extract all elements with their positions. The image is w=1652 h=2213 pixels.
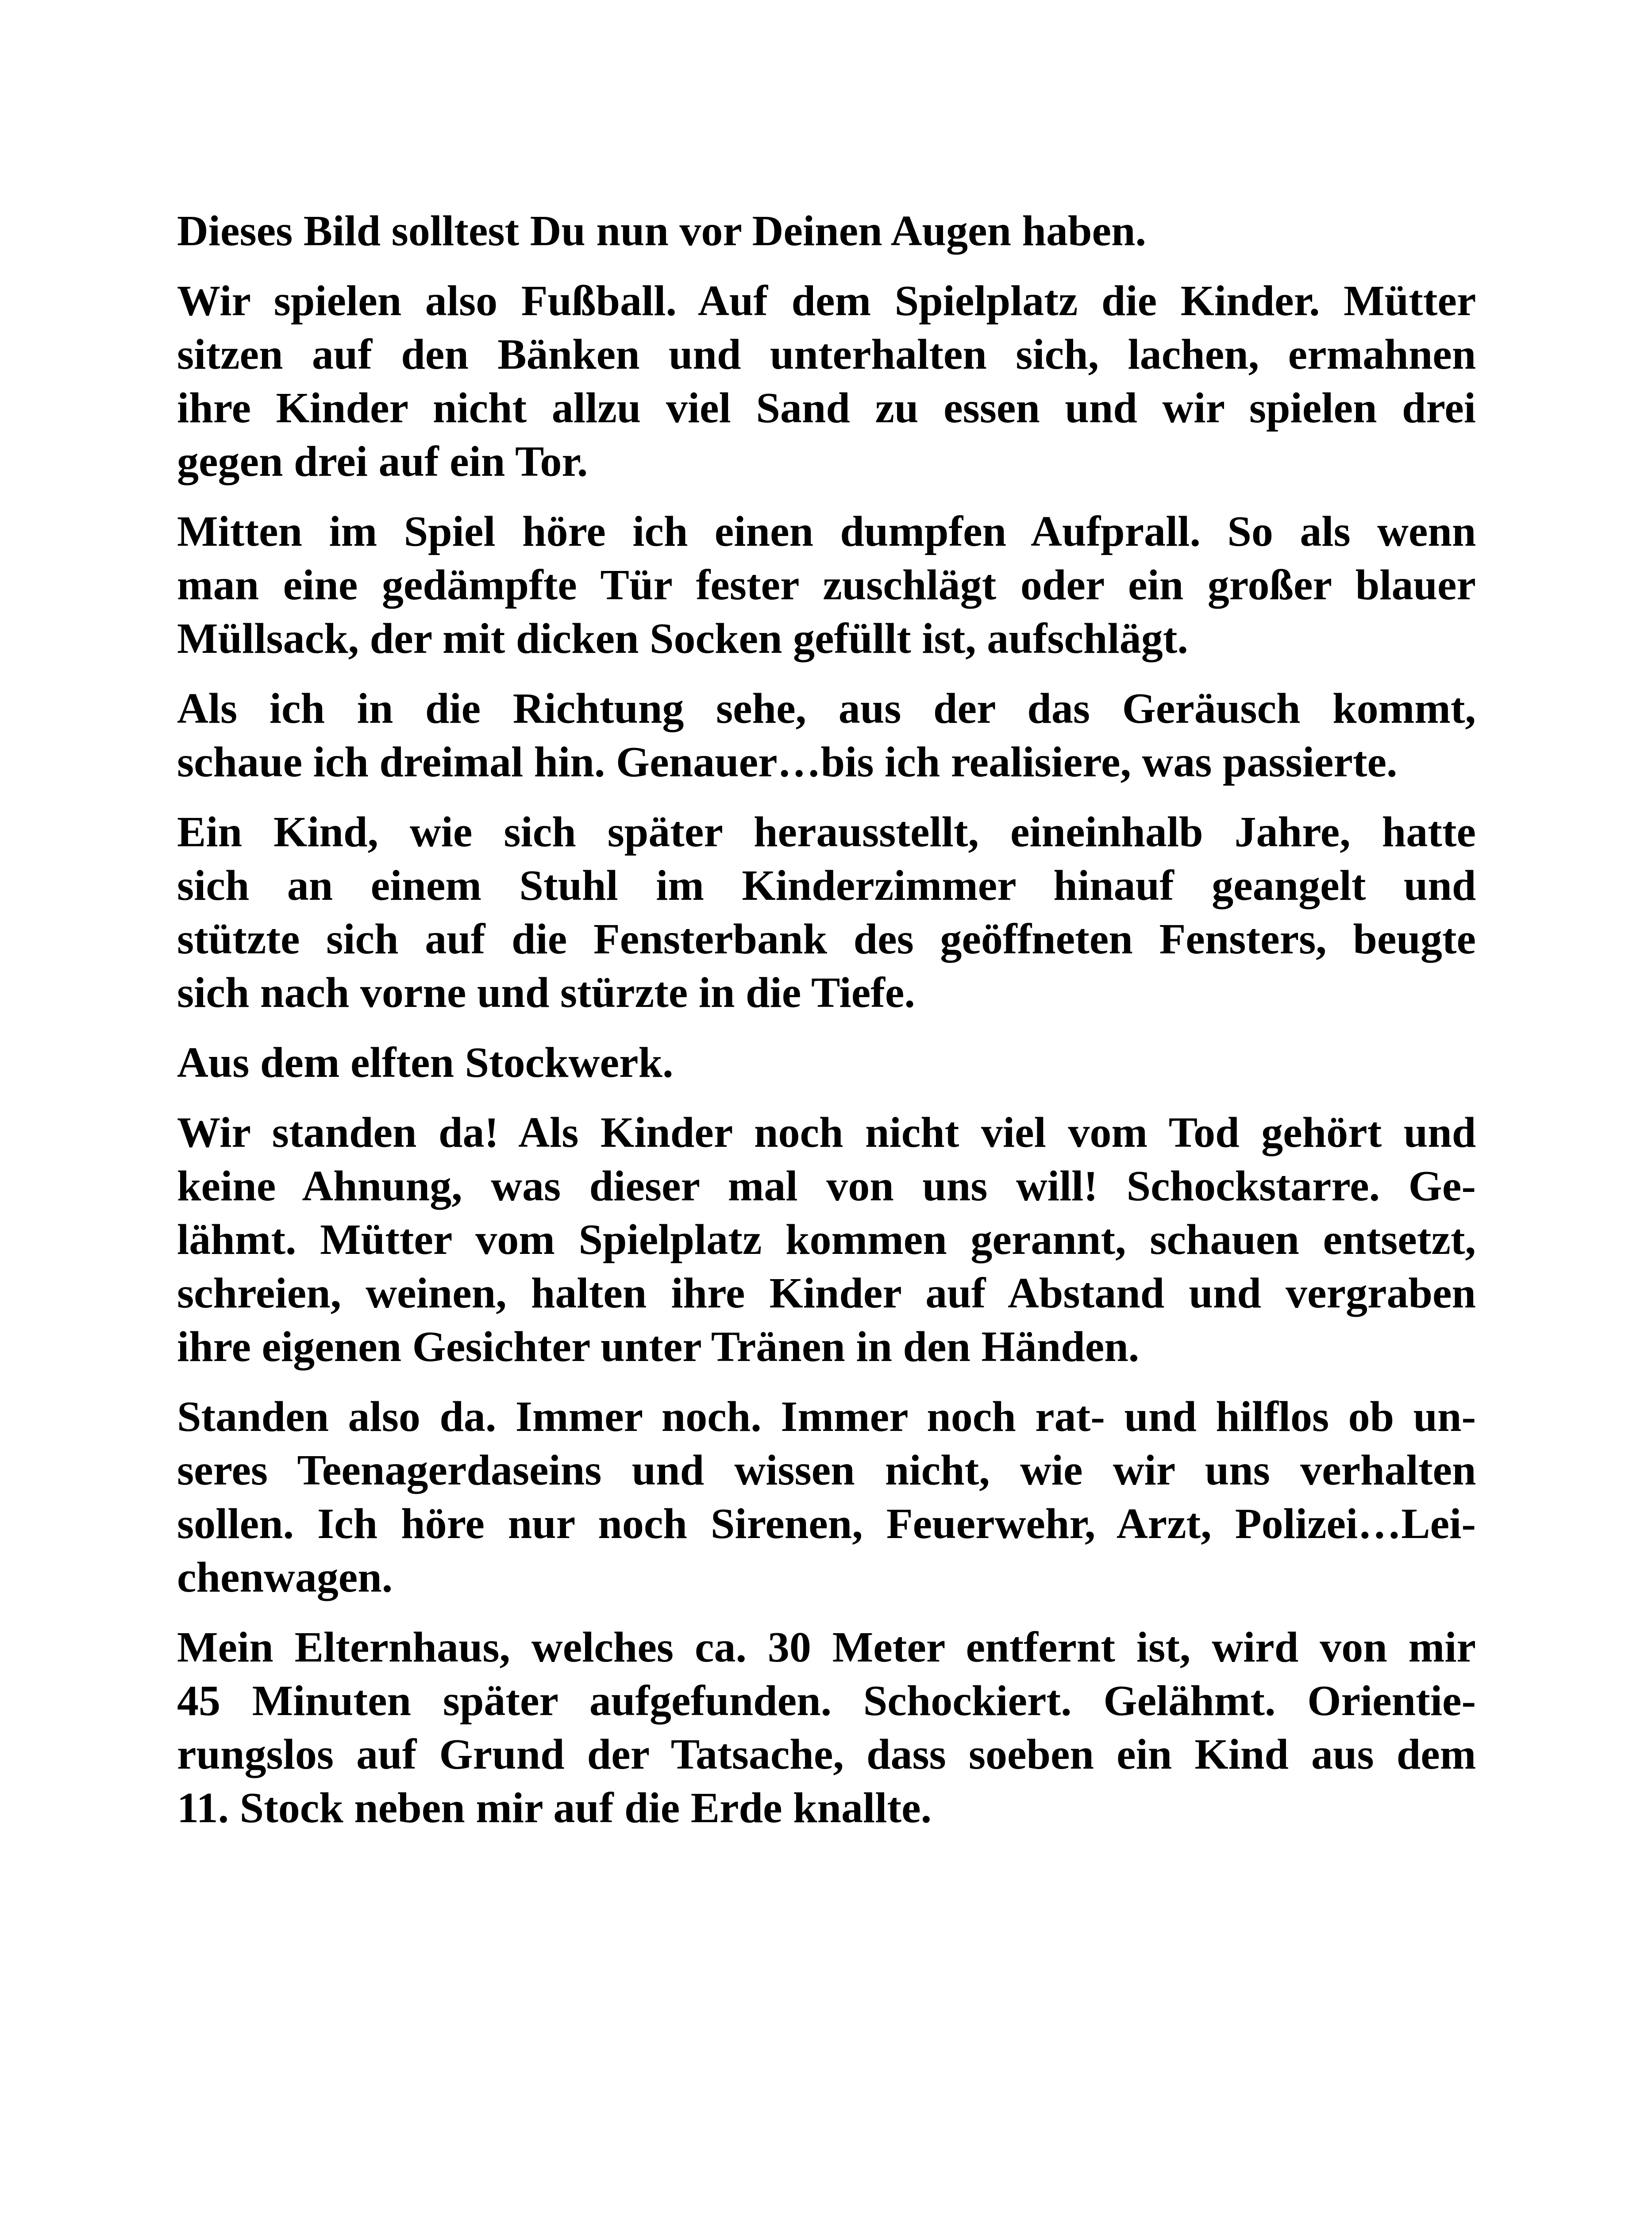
paragraph: [177, 1390, 1476, 1604]
text-line: rungslos auf Grund der Tatsache, dass soeben ein Kind aus dem: [177, 1731, 1476, 1778]
paragraph: [177, 682, 1476, 789]
text-line: Dieses Bild solltest Du nun vor Deinen Augen haben.: [177, 207, 1146, 255]
text-line: Wir standen da! Als Kinder noch nicht viel vom Tod gehört und: [177, 1109, 1476, 1157]
text-line: ihre eigenen Gesichter unter Tränen in den Händen.: [177, 1323, 1140, 1371]
text-line: sich an einem Stuhl im Kinderzimmer hinauf geangelt und: [177, 862, 1476, 910]
text-line: lähmt. Mütter vom Spielplatz kommen gerannt, schauen entsetzt,: [177, 1216, 1476, 1264]
text-line: Müllsack, der mit dicken Socken gefüllt ist, aufschlägt.: [177, 615, 1188, 663]
paragraph: [177, 806, 1476, 1020]
text-line: 45 Minuten später aufgefunden. Schockiert. Gelähmt. Orientie-: [177, 1677, 1476, 1725]
text-line: Wir spielen also Fußball. Auf dem Spielplatz die Kinder. Mütter: [177, 277, 1476, 325]
text-line: seres Teenagerdaseins und wissen nicht, wie wir uns verhalten: [177, 1446, 1476, 1494]
text-line: sollen. Ich höre nur noch Sirenen, Feuerwehr, Arzt, Polizei…Lei-: [177, 1500, 1476, 1548]
text-line: man eine gedämpfte Tür fester zuschlägt oder ein großer blauer: [177, 561, 1476, 609]
text-line: ihre Kinder nicht allzu viel Sand zu essen und wir spielen drei: [177, 384, 1476, 432]
text-line: Als ich in die Richtung sehe, aus der das Geräusch kommt,: [177, 685, 1476, 733]
paragraph: [177, 1621, 1476, 1835]
paragraph: [177, 505, 1476, 666]
body-text: [177, 204, 1476, 1851]
text-line: Aus dem elften Stockwerk.: [177, 1039, 674, 1087]
text-line: schaue ich dreimal hin. Genauer…bis ich realisiere, was passierte.: [177, 738, 1398, 786]
text-line: Ein Kind, wie sich später herausstellt, eineinhalb Jahre, hatte: [177, 808, 1476, 856]
paragraph: [177, 204, 1476, 258]
paragraph: [177, 1106, 1476, 1374]
text-line: 11. Stock neben mir auf die Erde knallte.: [177, 1784, 932, 1832]
text-line: stützte sich auf die Fensterbank des geöffneten Fensters, beugte: [177, 915, 1476, 963]
text-line: Mein Elternhaus, welches ca. 30 Meter entfernt ist, wird von mir: [177, 1623, 1476, 1671]
text-line: sitzen auf den Bänken und unterhalten sich, lachen, ermahnen: [177, 331, 1476, 378]
paragraph: [177, 1036, 1476, 1090]
text-line: sich nach vorne und stürzte in die Tiefe.: [177, 969, 915, 1017]
text-line: Standen also da. Immer noch. Immer noch rat- und hilflos ob un-: [177, 1393, 1476, 1441]
paragraph: [177, 274, 1476, 489]
text-line: Mitten im Spiel höre ich einen dumpfen Aufprall. So als wenn: [177, 508, 1476, 555]
text-line: chenwagen.: [177, 1554, 393, 1601]
text-line: keine Ahnung, was dieser mal von uns will! Schockstarre. Ge-: [177, 1162, 1476, 1210]
text-line: gegen drei auf ein Tor.: [177, 438, 588, 486]
text-line: schreien, weinen, halten ihre Kinder auf Abstand und vergraben: [177, 1269, 1476, 1317]
